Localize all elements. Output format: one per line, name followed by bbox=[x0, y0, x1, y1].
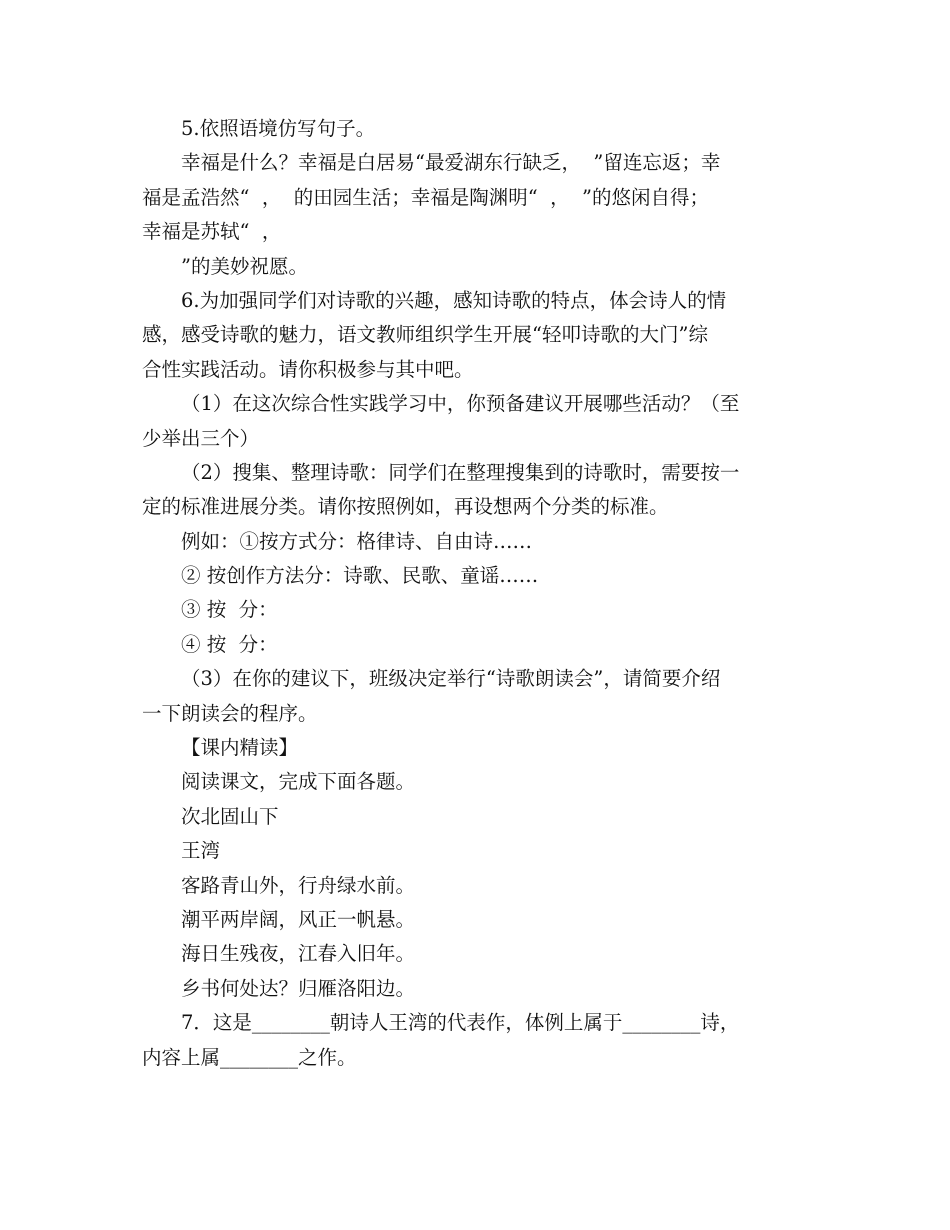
section-heading: 【课内精读】 bbox=[181, 736, 299, 760]
poem-line-2: 潮平两岸阔，风正一帆悬。 bbox=[181, 907, 416, 931]
question-6-text-line-3: 合性实践活动。请你积极参与其中吧。 bbox=[142, 357, 474, 381]
section-instruction: 阅读课文，完成下面各题。 bbox=[181, 770, 416, 794]
question-6-text-line-1: 6.为加强同学们对诗歌的兴趣，感知诗歌的特点，体会诗人的情 bbox=[181, 288, 727, 312]
poem-line-4: 乡书何处达？归雁洛阳边。 bbox=[181, 976, 416, 1000]
document-page bbox=[142, 112, 810, 1075]
question-6-part-3-line-2: 一下朗读会的程序。 bbox=[142, 701, 318, 725]
question-5-heading: 5.依照语境仿写句子。 bbox=[181, 117, 376, 140]
poem-line-1: 客路青山外，行舟绿水前。 bbox=[181, 873, 416, 897]
example-line-4: ④ 按 分： bbox=[181, 632, 278, 656]
question-5-text-line-1: 幸福是什么？幸福是白居易“最爱湖东行缺乏， ”留连忘返；幸 bbox=[181, 151, 721, 175]
poem-line-3: 海日生残夜，江春入旧年。 bbox=[181, 942, 416, 966]
poem-title: 次北固山下 bbox=[181, 804, 279, 828]
question-6-part-1-line-1: （1）在这次综合性实践学习中，你预备建议开展哪些活动？（至 bbox=[181, 392, 740, 416]
question-6-part-3-line-1: （3）在你的建议下，班级决定举行“诗歌朗读会”，请简要介绍 bbox=[181, 667, 721, 691]
question-6-part-2-line-2: 定的标准进展分类。请你按照例如，再设想两个分类的标准。 bbox=[142, 495, 669, 519]
question-6-text-line-2: 感，感受诗歌的魅力，语文教师组织学生开展“轻叩诗歌的大门”综 bbox=[142, 323, 708, 347]
example-line-3: ③ 按 分： bbox=[181, 598, 278, 622]
question-6-part-1-line-2: 少举出三个） bbox=[142, 426, 260, 450]
question-5-text-line-3: 幸福是苏轼“ ， bbox=[142, 220, 282, 244]
question-6-part-2-line-1: （2）搜集、整理诗歌：同学们在整理搜集到的诗歌时，需要按一 bbox=[181, 460, 740, 484]
example-line-1: 例如：①按方式分：格律诗、自由诗…… bbox=[181, 529, 533, 553]
question-7-line-2: 内容上属________之作。 bbox=[142, 1045, 357, 1069]
question-5-text-line-2: 福是孟浩然“ ， 的田园生活；幸福是陶渊明“ ， ”的悠闲自得； bbox=[142, 185, 709, 209]
question-7-line-1: 7．这是________朝诗人王湾的代表作，体例上属于________诗， bbox=[181, 1011, 740, 1035]
poem-author: 王湾 bbox=[181, 839, 221, 863]
question-5-text-line-4: ”的美妙祝愿。 bbox=[181, 254, 308, 278]
example-line-2: ② 按创作方法分：诗歌、民歌、童谣…… bbox=[181, 564, 539, 588]
